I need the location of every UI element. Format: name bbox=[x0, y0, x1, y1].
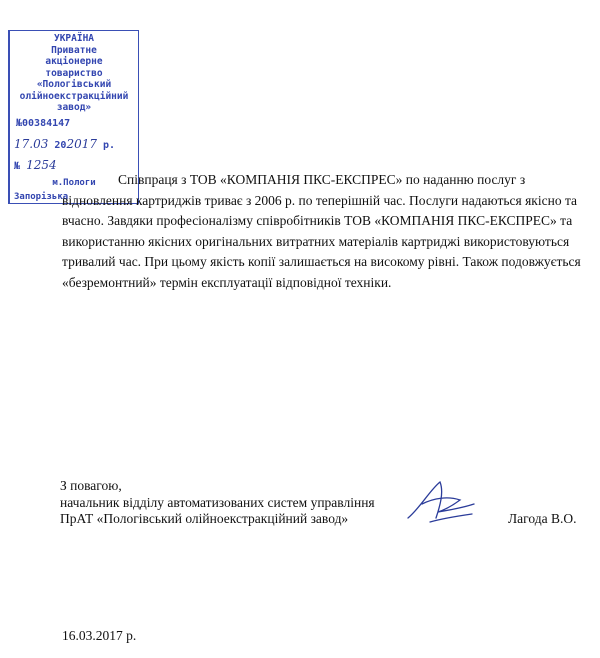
stamp-date bbox=[10, 139, 138, 152]
handwritten-signature bbox=[400, 478, 480, 526]
signer-position: начальник відділу автоматизованих систем управління bbox=[60, 494, 375, 510]
stamp-line: акціонерне bbox=[45, 56, 103, 67]
stamp-company-name: олійноекстракційний bbox=[19, 90, 129, 102]
stamp-region: Запорізька bbox=[14, 191, 69, 202]
signer-name: Лагода В.О. bbox=[508, 511, 577, 526]
stamp-date-year: 2017 bbox=[66, 137, 97, 151]
stamp-number-handwritten: 1254 bbox=[26, 157, 57, 172]
stamp-date-year-prefix: 20 bbox=[54, 140, 67, 151]
signer-company: ПрАТ «Пологівський олійноекстракційний завод» bbox=[60, 511, 349, 526]
stamp-company-name: завод» bbox=[56, 102, 92, 113]
stamp-city: м.Пологи bbox=[52, 178, 96, 188]
letter-body bbox=[62, 170, 582, 293]
stamp-company-name: «Пологівський bbox=[36, 79, 112, 90]
signature-block bbox=[60, 478, 375, 528]
stamp-date-suffix: р. bbox=[103, 140, 116, 151]
stamp-country: УКРАЇНА bbox=[53, 33, 95, 44]
stamp-line: Приватне bbox=[51, 44, 97, 56]
letter-date: 16.03.2017 р. bbox=[62, 628, 137, 643]
stamp-line: товариство bbox=[45, 67, 103, 79]
stamp-date-handwritten: 17.03 bbox=[14, 137, 49, 151]
stamp-code: №00384147 bbox=[16, 117, 71, 129]
letter-paragraph: Співпраця з ТОВ «КОМПАНІЯ ПКС-ЕКСПРЕС» по наданню послуг з відновлення картриджів триває з 2006 р. по теперішній час. Послуги надаються якісно та вчасно. Завдяки професіоналізму співробітників ТОВ «КОМПАНІЯ ПКС-ЕКСПРЕС» та використанню якісних оригінальних витратних матеріалів картриджі використовуються тривалий час. При цьому якість копії залишається на високому рівні. Також подовжується «безремонтний» термін експлуатації відповідної техніки. bbox=[62, 172, 581, 290]
stamp-number-prefix: № bbox=[14, 160, 21, 172]
closing: З повагою, bbox=[60, 478, 122, 493]
